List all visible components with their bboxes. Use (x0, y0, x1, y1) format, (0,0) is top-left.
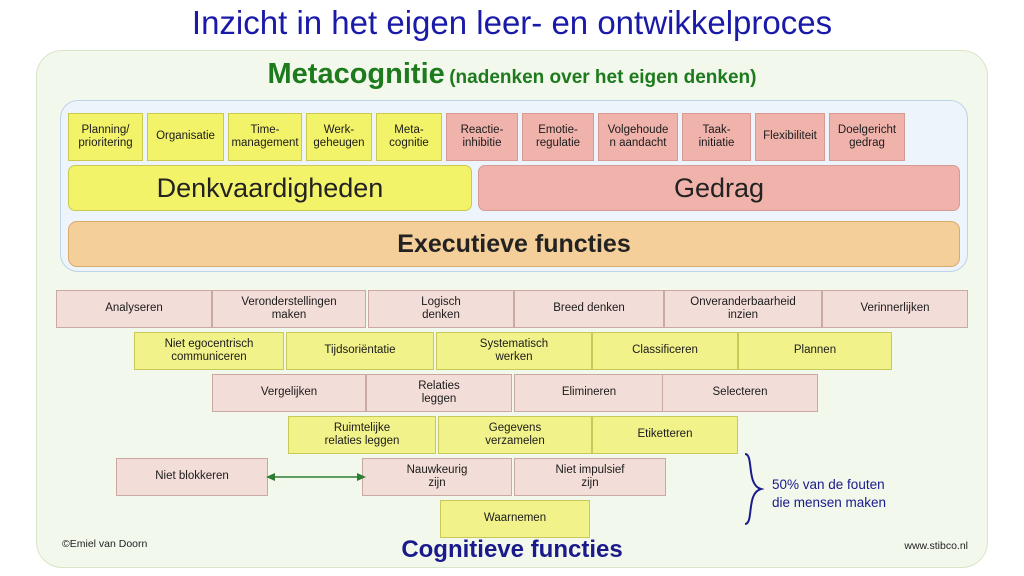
band-denkvaardigheden: Denkvaardigheden (68, 165, 472, 211)
cognitive-function-cell: Tijdsoriëntatie (286, 332, 434, 370)
author-credit: ©Emiel van Doorn (62, 538, 148, 550)
error-note: 50% van de fouten die mensen maken (772, 477, 887, 511)
brace-icon (742, 452, 764, 526)
skill-cell: Reactie- inhibitie (446, 113, 518, 161)
band-executieve-functies: Executieve functies (68, 221, 960, 267)
page-title: Inzicht in het eigen leer- en ontwikkelproces (191, 4, 833, 41)
skill-cell: Emotie- regulatie (522, 113, 594, 161)
cognitive-function-cell: Waarnemen (440, 500, 590, 538)
website-credit: www.stibco.nl (904, 540, 968, 552)
cognitive-function-cell: Verinnerlijken (822, 290, 968, 328)
skill-cell: Werk- geheugen (306, 113, 372, 161)
cognitive-function-cell: Selecteren (662, 374, 818, 412)
metacognition-heading (0, 58, 1024, 91)
cognitive-function-cell: Systematisch werken (436, 332, 592, 370)
cognitive-function-cell: Nauwkeurig zijn (362, 458, 512, 496)
metacognition-heading-sub: (nadenken over het eigen denken) (449, 67, 757, 88)
cognitive-function-cell: Elimineren (514, 374, 664, 412)
skill-cell: Volgehoude n aandacht (598, 113, 678, 161)
cognitive-function-cell: Ruimtelijke relaties leggen (288, 416, 436, 454)
cognitive-function-cell: Analyseren (56, 290, 212, 328)
skill-cell: Organisatie (147, 113, 224, 161)
cognitive-function-cell: Onveranderbaarheid inzien (664, 290, 822, 328)
cognitive-functions-title: Cognitieve functies (401, 536, 623, 563)
cognitive-function-cell: Vergelijken (212, 374, 366, 412)
cognitive-function-cell: Classificeren (592, 332, 738, 370)
cognitive-function-cell: Etiketteren (592, 416, 738, 454)
cognitive-function-cell: Veronderstellingen maken (212, 290, 366, 328)
skill-cell: Meta- cognitie (376, 113, 442, 161)
skill-cell: Taak- initiatie (682, 113, 751, 161)
cognitive-function-cell: Breed denken (514, 290, 664, 328)
cognitive-function-cell: Niet egocentrisch communiceren (134, 332, 284, 370)
skill-cell: Time- management (228, 113, 302, 161)
link-arrow (266, 470, 366, 484)
cognitive-function-cell: Plannen (738, 332, 892, 370)
band-gedrag: Gedrag (478, 165, 960, 211)
cognitive-function-cell: Niet blokkeren (116, 458, 268, 496)
cognitive-function-cell: Gegevens verzamelen (438, 416, 592, 454)
skill-cell: Planning/ prioritering (68, 113, 143, 161)
cognitive-function-cell: Niet impulsief zijn (514, 458, 666, 496)
skill-cell: Doelgericht gedrag (829, 113, 905, 161)
skill-cell: Flexibiliteit (755, 113, 825, 161)
metacognition-heading-main: Metacognitie (267, 58, 445, 90)
cognitive-function-cell: Relaties leggen (366, 374, 512, 412)
cognitive-function-cell: Logisch denken (368, 290, 514, 328)
